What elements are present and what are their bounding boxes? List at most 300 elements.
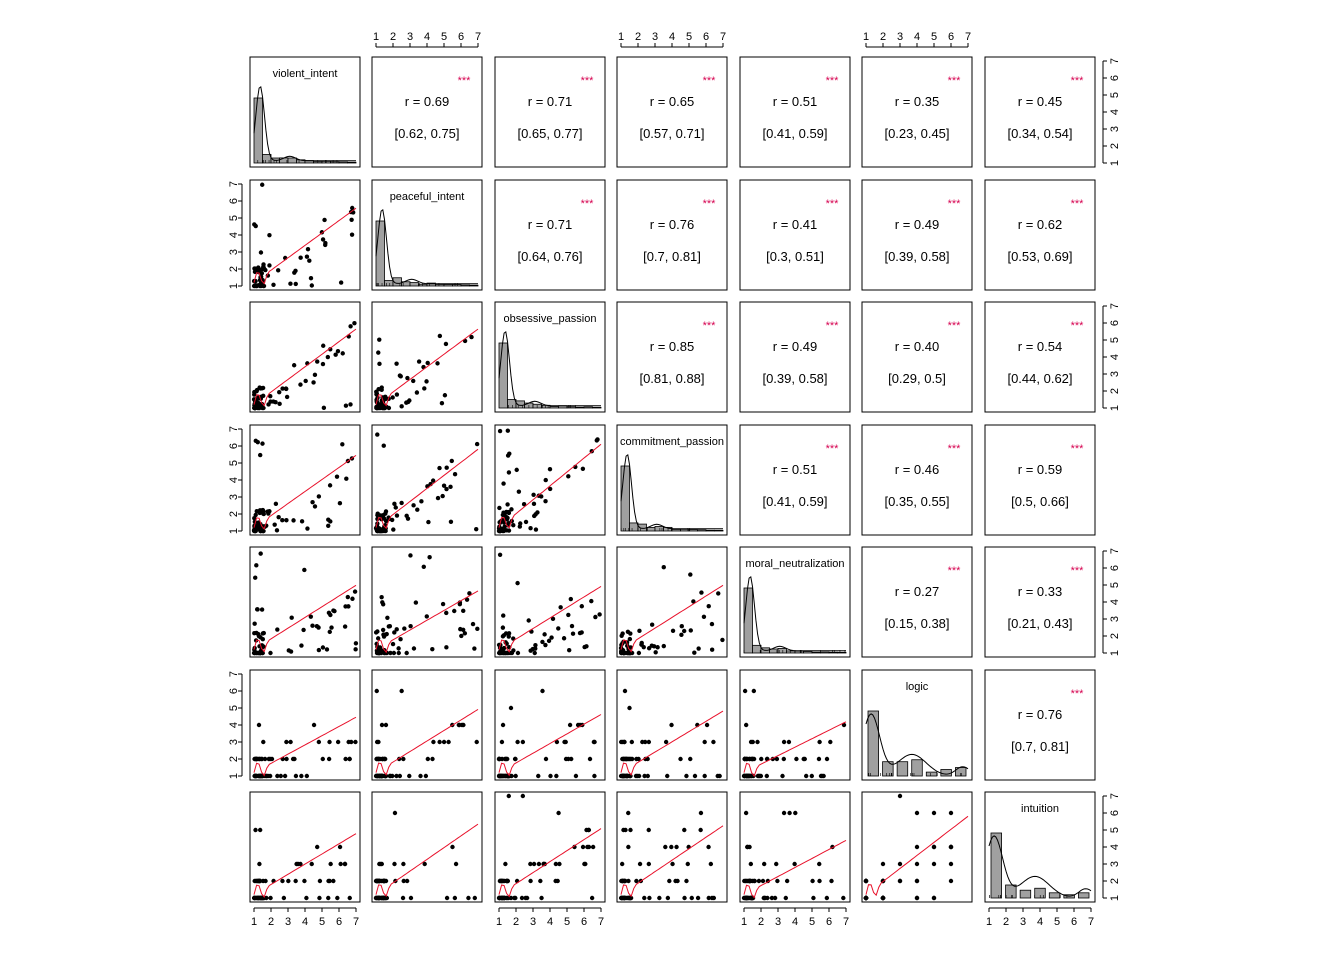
data-point: [507, 528, 511, 532]
histogram-bar: [453, 285, 462, 286]
data-point: [537, 862, 541, 866]
data-point: [411, 379, 415, 383]
data-point: [498, 429, 502, 433]
confidence-interval: [0.39, 0.58]: [884, 249, 950, 264]
data-point: [313, 504, 317, 508]
data-point: [503, 862, 507, 866]
panel-frame: [740, 302, 850, 412]
data-point: [688, 572, 692, 576]
panel-frame: [617, 302, 727, 412]
significance-stars: ***: [702, 198, 716, 210]
density-curve: [376, 210, 478, 284]
bottom-axis-obsessive_passion: [496, 908, 604, 928]
tick-label: 3: [1108, 370, 1121, 378]
variable-label-peaceful_intent: peaceful_intent: [389, 191, 465, 203]
data-point: [502, 525, 506, 529]
tick-label: 5: [1053, 916, 1061, 928]
data-point: [592, 774, 596, 778]
data-point: [382, 443, 386, 447]
data-point: [326, 879, 330, 883]
data-point: [743, 896, 747, 900]
panel-frame: [985, 547, 1095, 657]
data-point: [556, 626, 560, 630]
data-point: [817, 757, 821, 761]
data-point: [329, 625, 333, 629]
data-point: [280, 879, 284, 883]
data-point: [409, 896, 413, 900]
confidence-interval: [0.53, 0.69]: [1007, 249, 1073, 264]
data-point: [436, 496, 440, 500]
tick-label: 6: [947, 31, 955, 43]
data-point: [864, 896, 868, 900]
data-point: [595, 438, 599, 442]
data-point: [257, 879, 261, 883]
data-point: [377, 337, 381, 341]
smooth-line: [254, 208, 356, 283]
data-point: [282, 896, 286, 900]
tick-label: 4: [1036, 916, 1044, 928]
data-point: [304, 896, 308, 900]
data-point: [716, 591, 720, 595]
data-point: [440, 494, 444, 498]
panel-frame: [495, 57, 605, 167]
data-point: [399, 404, 403, 408]
data-point: [253, 774, 257, 778]
panel-logic-commitment_passion: [617, 670, 727, 780]
data-point: [260, 508, 264, 512]
data-point: [898, 794, 902, 798]
significance-stars: ***: [825, 75, 839, 87]
significance-stars: ***: [1070, 443, 1084, 455]
panel-frame: [862, 57, 972, 167]
tick-label: 6: [335, 916, 343, 928]
data-point: [350, 597, 354, 601]
data-point: [622, 740, 626, 744]
data-point: [684, 879, 688, 883]
correlation-value: r = 0.71: [527, 94, 573, 109]
panel-logic-moral_neutralization: [740, 670, 850, 780]
panel-logic-obsessive_passion: [495, 670, 605, 780]
panel-commitment_passion-commitment_passion: [617, 425, 727, 535]
data-point: [254, 513, 258, 517]
data-point: [430, 757, 434, 761]
data-point: [693, 774, 697, 778]
data-point: [401, 757, 405, 761]
data-point: [261, 394, 265, 398]
data-point: [932, 862, 936, 866]
data-point: [669, 845, 673, 849]
data-point: [592, 740, 596, 744]
data-point: [321, 757, 325, 761]
data-point: [398, 637, 402, 641]
tick-label: 3: [1108, 860, 1121, 868]
data-point: [589, 599, 593, 603]
data-point: [348, 324, 352, 328]
histogram-bar: [698, 530, 707, 531]
data-point: [501, 481, 505, 485]
data-point: [379, 595, 383, 599]
data-point: [749, 862, 753, 866]
data-point: [256, 440, 260, 444]
data-point: [276, 268, 280, 272]
variable-label-obsessive_passion: obsessive_passion: [503, 313, 597, 325]
data-point: [748, 774, 752, 778]
data-point: [298, 256, 302, 260]
tick-label: 7: [719, 31, 727, 43]
data-point: [347, 757, 351, 761]
data-point: [392, 862, 396, 866]
tick-label: 5: [1108, 336, 1121, 344]
data-point: [405, 376, 409, 380]
data-point: [682, 629, 686, 633]
data-point: [384, 879, 388, 883]
data-point: [398, 774, 402, 778]
tick-label: 1: [1108, 159, 1121, 167]
tick-label: 1: [250, 916, 258, 928]
data-point: [393, 811, 397, 815]
histogram-bar: [706, 530, 715, 531]
data-point: [634, 774, 638, 778]
data-point: [374, 630, 378, 634]
tick-label: 1: [1108, 649, 1121, 657]
histogram-bar: [339, 162, 348, 163]
variable-label-moral_neutralization: moral_neutralization: [745, 558, 845, 570]
data-point: [257, 757, 261, 761]
data-point: [570, 624, 574, 628]
tick-label: 2: [389, 31, 397, 43]
data-point: [258, 828, 262, 832]
data-point: [804, 774, 808, 778]
data-point: [383, 395, 387, 399]
panel-logic-peaceful_intent: [372, 670, 482, 780]
top-axis-peaceful_intent: [373, 31, 481, 47]
data-point: [284, 740, 288, 744]
panel-frame: [250, 670, 360, 780]
data-point: [450, 459, 454, 463]
tick-label: 1: [227, 772, 240, 780]
data-point: [450, 845, 454, 849]
panel-frame: [985, 670, 1095, 780]
bottom-axis-violent_intent: [251, 908, 359, 928]
data-point: [949, 845, 953, 849]
data-point: [311, 380, 315, 384]
data-point: [384, 509, 388, 513]
data-point: [628, 828, 632, 832]
tick-label: 4: [227, 476, 240, 484]
tick-label: 3: [896, 31, 904, 43]
data-point: [353, 740, 357, 744]
histogram-bar: [461, 285, 470, 286]
data-point: [459, 634, 463, 638]
data-point: [325, 647, 329, 651]
panel-obsessive_passion-violent_intent: [250, 302, 360, 412]
data-point: [348, 896, 352, 900]
data-point: [622, 774, 626, 778]
tick-label: 2: [227, 755, 240, 763]
data-point: [504, 757, 508, 761]
panel-logic-logic: [862, 670, 972, 780]
data-point: [528, 879, 532, 883]
data-point: [343, 604, 347, 608]
data-point: [521, 740, 525, 744]
data-point: [317, 896, 321, 900]
data-point: [548, 774, 552, 778]
data-point: [505, 502, 509, 506]
right-axis-violent_intent: [1103, 58, 1121, 166]
tick-label: 2: [227, 510, 240, 518]
data-point: [757, 879, 761, 883]
data-point: [404, 400, 408, 404]
data-point: [784, 896, 788, 900]
data-point: [255, 651, 259, 655]
tick-label: 1: [617, 31, 625, 43]
significance-stars: ***: [1070, 75, 1084, 87]
histogram-bar: [804, 652, 813, 653]
variable-label-logic: logic: [905, 681, 929, 693]
tick-label: 5: [685, 31, 693, 43]
histogram-bar: [584, 407, 593, 408]
data-point: [461, 609, 465, 613]
data-point: [627, 706, 631, 710]
data-point: [302, 568, 306, 572]
data-point: [637, 629, 641, 633]
histogram-bar: [499, 343, 508, 408]
data-point: [499, 879, 503, 883]
data-point: [261, 637, 265, 641]
data-point: [775, 879, 779, 883]
panel-obsessive_passion-obsessive_passion: [495, 302, 605, 412]
data-point: [782, 811, 786, 815]
data-point: [322, 406, 326, 410]
bottom-axis-moral_neutralization: [741, 908, 849, 928]
data-point: [642, 896, 646, 900]
data-point: [571, 631, 575, 635]
histogram-bar: [254, 98, 263, 163]
histogram-bar: [991, 833, 1002, 898]
data-point: [678, 757, 682, 761]
panel-frame: [985, 302, 1095, 412]
histogram-bar: [821, 652, 830, 653]
data-point: [647, 740, 651, 744]
data-point: [517, 489, 521, 493]
tick-label: 6: [227, 687, 240, 695]
data-point: [562, 636, 566, 640]
data-point: [376, 740, 380, 744]
data-point: [663, 845, 667, 849]
data-point: [276, 515, 280, 519]
data-point: [647, 896, 651, 900]
tick-label: 3: [227, 493, 240, 501]
data-point: [497, 506, 501, 510]
data-point: [388, 624, 392, 628]
data-point: [424, 774, 428, 778]
histogram-bar: [576, 407, 585, 408]
panel-obsessive_passion-peaceful_intent: [372, 302, 482, 412]
data-point: [289, 616, 293, 620]
data-point: [750, 879, 754, 883]
histogram-bar: [912, 760, 923, 776]
data-point: [253, 529, 257, 533]
confidence-interval: [0.44, 0.62]: [1007, 371, 1073, 386]
data-point: [313, 373, 317, 377]
data-point: [828, 740, 832, 744]
data-point: [473, 896, 477, 900]
data-point: [498, 650, 502, 654]
data-point: [811, 896, 815, 900]
data-point: [705, 723, 709, 727]
data-point: [556, 811, 560, 815]
data-point: [328, 862, 332, 866]
data-point: [720, 638, 724, 642]
histogram-bar: [1020, 890, 1031, 898]
panel-frame: [372, 57, 482, 167]
confidence-interval: [0.41, 0.59]: [762, 126, 828, 141]
data-point: [257, 723, 261, 727]
tick-label: 7: [1108, 57, 1121, 65]
tick-label: 6: [1108, 809, 1121, 817]
data-point: [430, 647, 434, 651]
tick-label: 5: [930, 31, 938, 43]
data-point: [534, 527, 538, 531]
data-point: [335, 896, 339, 900]
data-point: [664, 740, 668, 744]
data-point: [692, 651, 696, 655]
data-point: [673, 879, 677, 883]
histogram-bar: [621, 466, 630, 531]
data-point: [569, 597, 573, 601]
data-point: [682, 896, 686, 900]
data-point: [761, 879, 765, 883]
data-point: [312, 723, 316, 727]
data-point: [505, 516, 509, 520]
data-point: [670, 862, 674, 866]
panel-frame: [250, 547, 360, 657]
data-point: [655, 645, 659, 649]
data-point: [294, 282, 298, 286]
data-point: [375, 689, 379, 693]
data-point: [437, 466, 441, 470]
data-point: [717, 774, 721, 778]
data-point: [620, 862, 624, 866]
data-point: [301, 628, 305, 632]
data-point: [751, 740, 755, 744]
tick-label: 1: [740, 916, 748, 928]
confidence-interval: [0.29, 0.5]: [888, 371, 946, 386]
data-point: [272, 522, 276, 526]
panel-peaceful_intent-commitment_passion: [617, 180, 727, 290]
data-point: [444, 465, 448, 469]
tick-label: 7: [352, 916, 360, 928]
data-point: [377, 774, 381, 778]
tick-label: 5: [440, 31, 448, 43]
histogram-bar: [470, 285, 479, 286]
panel-commitment_passion-moral_neutralization: [740, 425, 850, 535]
data-point: [682, 828, 686, 832]
panel-violent_intent-moral_neutralization: [740, 57, 850, 167]
panel-moral_neutralization-logic: [862, 547, 972, 657]
data-point: [817, 862, 821, 866]
top-axis-commitment_passion: [618, 31, 726, 47]
panel-frame: [495, 180, 605, 290]
data-point: [623, 757, 627, 761]
data-point: [289, 649, 293, 653]
data-point: [506, 429, 510, 433]
panel-moral_neutralization-violent_intent: [250, 547, 360, 657]
data-point: [583, 862, 587, 866]
variable-label-intuition: intuition: [1021, 803, 1059, 815]
data-point: [531, 493, 535, 497]
tick-label: 2: [1108, 387, 1121, 395]
data-point: [260, 441, 264, 445]
top-axis-logic: [863, 31, 971, 47]
data-point: [343, 862, 347, 866]
data-point: [390, 395, 394, 399]
panel-violent_intent-commitment_passion: [617, 57, 727, 167]
data-point: [497, 896, 501, 900]
panel-frame: [985, 180, 1095, 290]
tick-label: 2: [1108, 877, 1121, 885]
data-point: [511, 523, 515, 527]
data-point: [662, 565, 666, 569]
data-point: [521, 794, 525, 798]
data-point: [581, 467, 585, 471]
panel-violent_intent-obsessive_passion: [495, 57, 605, 167]
panel-frame: [250, 792, 360, 902]
data-point: [261, 631, 265, 635]
data-point: [915, 811, 919, 815]
data-point: [507, 631, 511, 635]
data-point: [391, 527, 395, 531]
tick-label: 3: [406, 31, 414, 43]
data-point: [317, 494, 321, 498]
tick-label: 7: [597, 916, 605, 928]
data-point: [647, 862, 651, 866]
tick-label: 1: [495, 916, 503, 928]
data-point: [637, 651, 641, 655]
smooth-line: [499, 715, 601, 776]
tick-label: 7: [964, 31, 972, 43]
density-curve: [499, 332, 601, 406]
panel-moral_neutralization-moral_neutralization: [740, 547, 850, 657]
data-point: [513, 774, 517, 778]
data-point: [291, 518, 295, 522]
confidence-interval: [0.65, 0.77]: [517, 126, 583, 141]
data-point: [688, 757, 692, 761]
panel-peaceful_intent-peaceful_intent: [372, 180, 482, 290]
data-point: [390, 774, 394, 778]
data-point: [305, 774, 309, 778]
data-point: [686, 862, 690, 866]
data-point: [259, 250, 263, 254]
data-point: [415, 508, 419, 512]
histogram-bar: [715, 530, 724, 531]
data-point: [743, 774, 747, 778]
tick-label: 5: [1108, 826, 1121, 834]
histogram-bar: [868, 711, 879, 776]
data-point: [275, 627, 279, 631]
data-point: [710, 647, 714, 651]
data-point: [288, 740, 292, 744]
smooth-line: [254, 329, 356, 405]
data-point: [326, 524, 330, 528]
significance-stars: ***: [1070, 688, 1084, 700]
data-point: [396, 646, 400, 650]
tick-label: 6: [580, 916, 588, 928]
data-point: [268, 399, 272, 403]
data-point: [793, 811, 797, 815]
histogram-bar: [593, 407, 602, 408]
density-curve: [254, 87, 356, 161]
